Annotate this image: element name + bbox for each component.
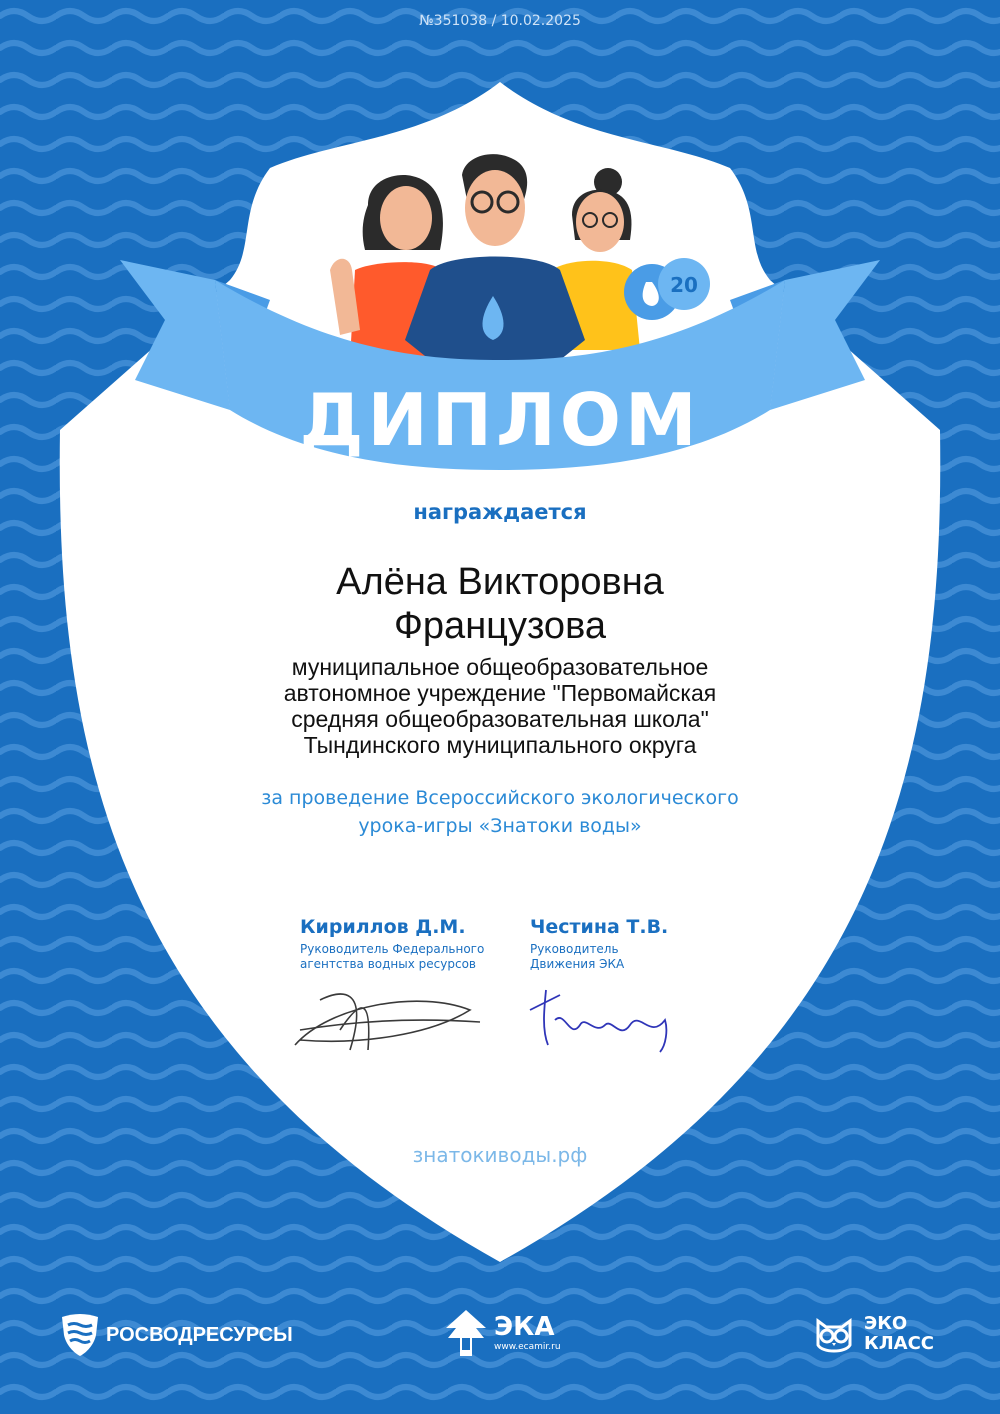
organization-line: автономное учреждение "Первомайская — [283, 680, 717, 706]
recipient-line2: Французова — [394, 605, 606, 647]
signatory-role-line: агентства водных ресурсов — [300, 957, 476, 971]
logo-text-line1: ЭКО — [864, 1313, 908, 1334]
organization — [200, 654, 800, 758]
organization-line: муниципальное общеобразовательное — [291, 654, 709, 680]
signatory-role-line: Руководитель — [530, 942, 619, 956]
logo-subtext: www.ecamir.ru — [494, 1342, 561, 1352]
logo-text: РОСВОДРЕСУРСЫ — [106, 1323, 293, 1346]
signatory-role — [530, 942, 710, 972]
shield-logo-icon — [60, 1313, 100, 1357]
signatory-1 — [300, 916, 520, 972]
diploma-title: ДИПЛОМ — [299, 378, 701, 462]
signatory-role-line: Руководитель Федерального — [300, 942, 485, 956]
signatory-role-line: Движения ЭКА — [530, 957, 625, 971]
document-number: №351038 / 10.02.2025 — [419, 13, 581, 29]
eco-class-text — [864, 1314, 934, 1354]
tree-arrow-logo-icon — [444, 1308, 488, 1358]
eco-class-logo — [812, 1310, 934, 1358]
logo-text: ЭКА — [494, 1312, 555, 1342]
award-reason — [200, 784, 800, 840]
signatory-2 — [530, 916, 710, 972]
reason-line: урока-игры «Знатоки воды» — [358, 815, 642, 837]
coin-number: 20 — [670, 273, 698, 297]
signatory-name: Кириллов Д.М. — [300, 916, 466, 938]
recipient-name — [150, 560, 850, 648]
logo-text-line2: КЛАСС — [864, 1333, 935, 1354]
owl-logo-icon — [812, 1311, 856, 1357]
signatory-name: Честина Т.В. — [530, 916, 669, 938]
signatory-role — [300, 942, 520, 972]
recipient-line1: Алёна Викторовна — [336, 561, 664, 603]
eka-logo — [444, 1305, 561, 1361]
organization-line: средняя общеобразовательная школа" — [291, 706, 709, 732]
organization-line: Тындинского муниципального округа — [303, 732, 697, 758]
eka-logo-text — [494, 1313, 561, 1353]
reason-line: за проведение Всероссийского экологического — [261, 787, 739, 809]
awarded-label: награждается — [413, 500, 587, 524]
website-link[interactable]: знатокиводы.рф — [412, 1143, 588, 1167]
rosvodresursy-logo — [60, 1313, 293, 1357]
